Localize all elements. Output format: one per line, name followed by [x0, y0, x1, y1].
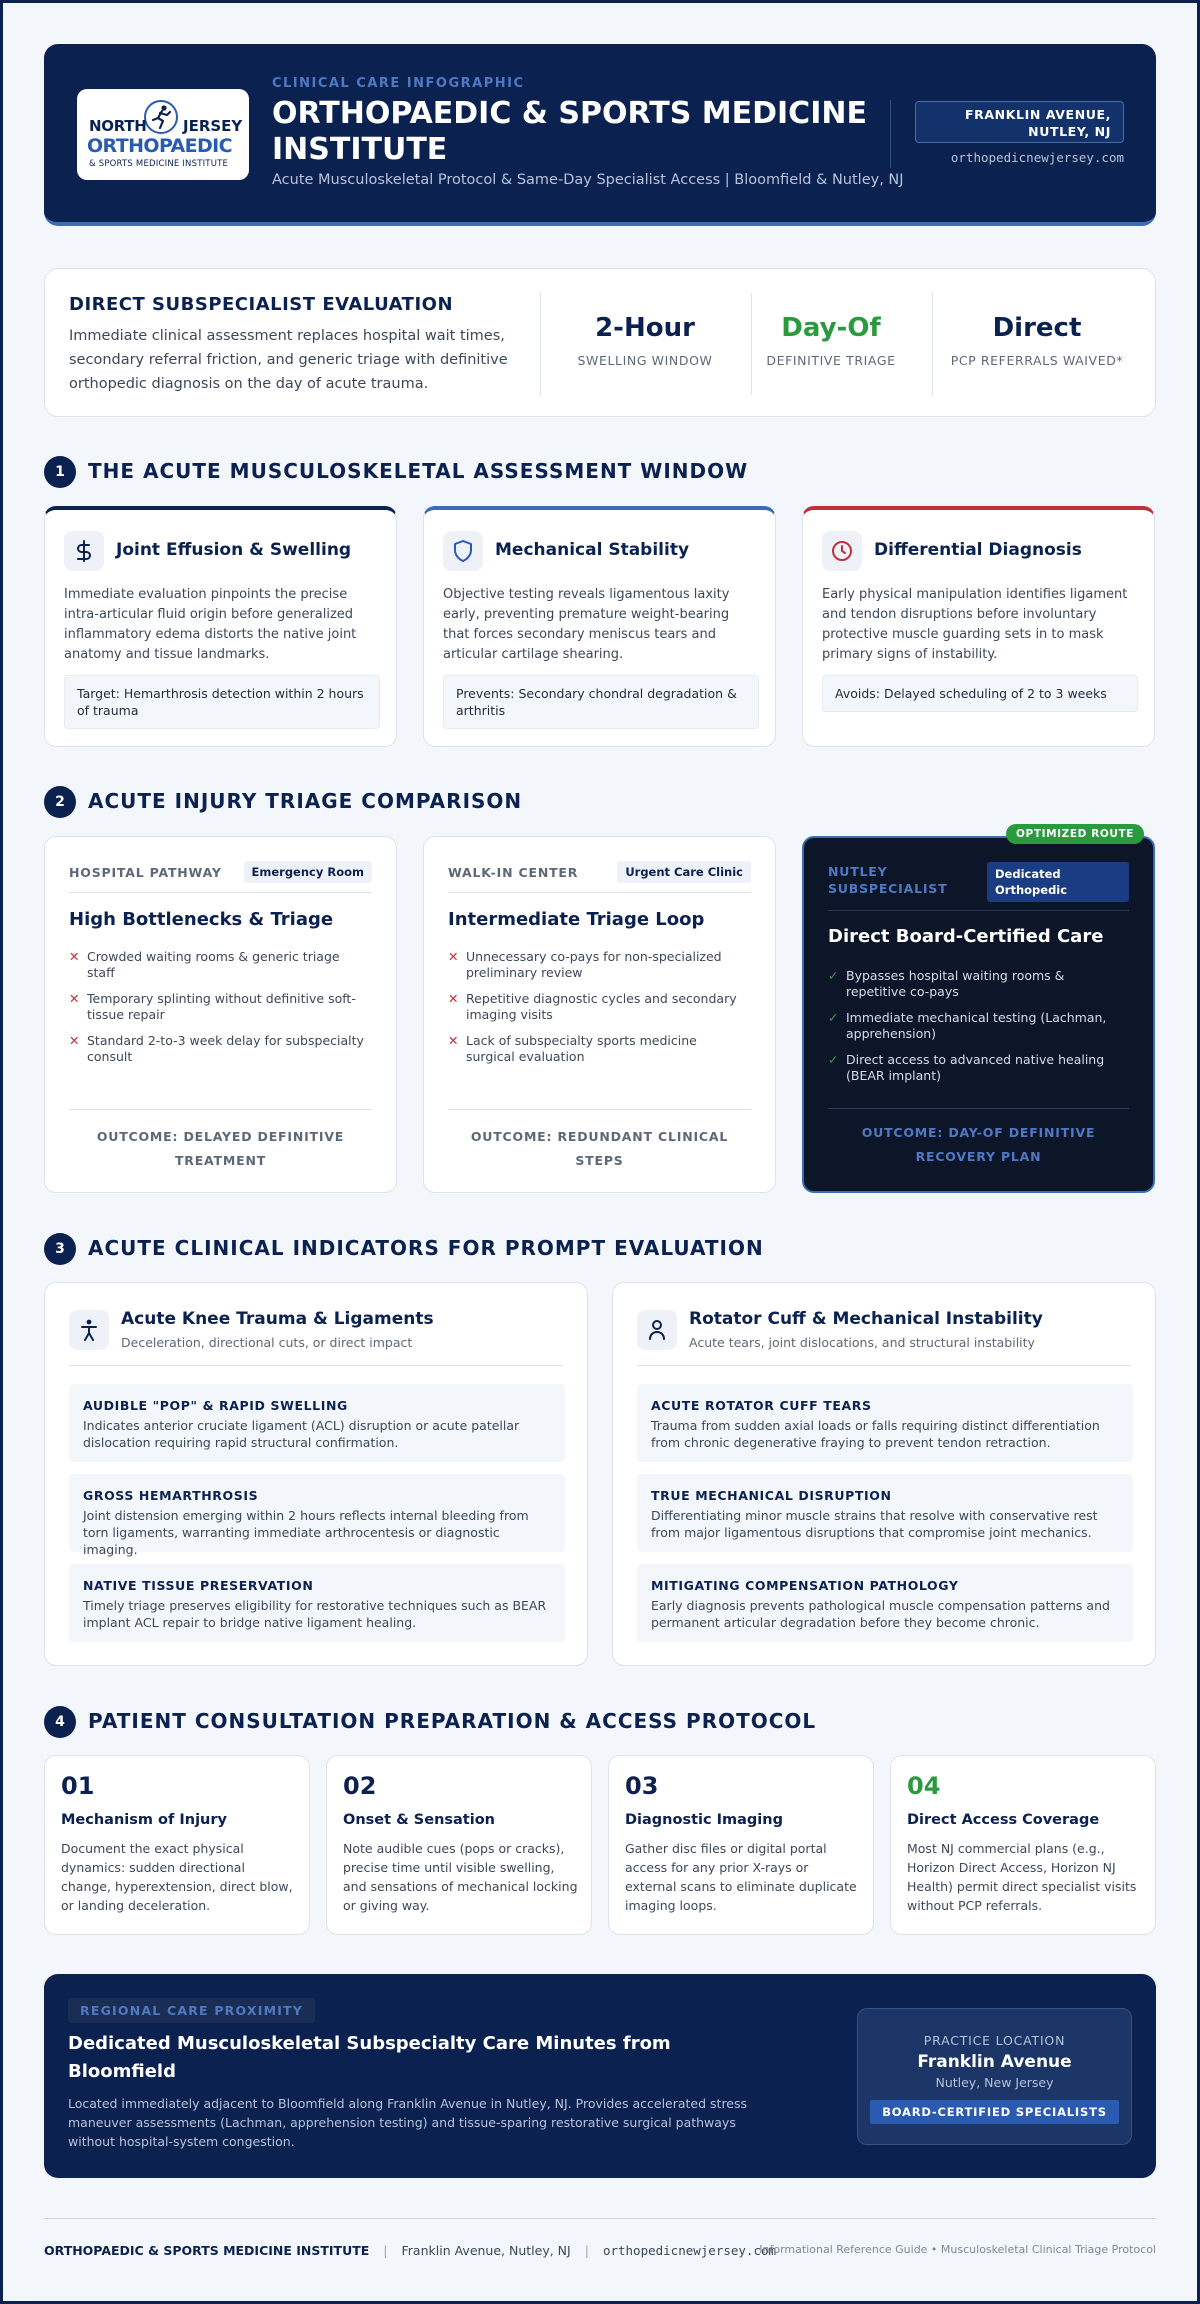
- board-certified-badge: BOARD-CERTIFIED SPECIALISTS: [870, 2100, 1119, 2124]
- step-number: 02: [343, 1772, 377, 1800]
- check-icon: ✓: [828, 1052, 839, 1067]
- metric-value: Direct: [992, 313, 1082, 343]
- pathway-outcome: OUTCOME: DELAYED DEFINITIVE TREATMENT: [96, 1129, 345, 1168]
- section-title: THE ACUTE MUSCULOSKELETAL ASSESSMENT WINDOW: [88, 459, 749, 483]
- icon-tile: [443, 531, 483, 571]
- divider: [828, 1108, 1129, 1109]
- divider: [69, 1109, 372, 1110]
- card-note: Prevents: Secondary chondral degradation & arthritis: [443, 675, 759, 729]
- list-item: [69, 991, 369, 1023]
- section-1-heading: [44, 456, 1156, 490]
- clock-icon: [830, 539, 854, 563]
- card-nutley-subspecialist: [802, 836, 1155, 1193]
- metric-swelling-window: [540, 313, 750, 368]
- footer-address: Franklin Avenue, Nutley, NJ: [401, 2243, 571, 2258]
- section-number: 2: [44, 786, 76, 818]
- indicator-desc: Early diagnosis prevents pathological muscle compensation patterns and permanent articular degradation before they become chronic.: [651, 1598, 1110, 1630]
- pathway-badge: Dedicated Orthopedic: [987, 862, 1129, 902]
- practice-location-box: [857, 2008, 1132, 2145]
- card-note: Avoids: Delayed scheduling of 2 to 3 weeks: [822, 675, 1138, 712]
- shield-icon: [451, 539, 475, 563]
- step-card-onset: [326, 1755, 592, 1935]
- regional-care-banner: [44, 1974, 1156, 2178]
- check-icon: ✓: [828, 968, 839, 983]
- pathway-label: WALK-IN CENTER: [448, 865, 579, 880]
- pathway-title: Direct Board-Certified Care: [828, 926, 1104, 947]
- metric-value: Day-Of: [781, 313, 881, 343]
- indicator-item: [69, 1564, 565, 1642]
- section-3-heading: [44, 1233, 1156, 1267]
- pathway-title: High Bottlenecks & Triage: [69, 909, 334, 930]
- section-number: 3: [44, 1233, 76, 1265]
- list-item-text: Bypasses hospital waiting rooms & repetitive co-pays: [846, 968, 1065, 999]
- card-subtitle: Deceleration, directional cuts, or direct impact: [121, 1335, 413, 1350]
- indicator-title: NATIVE TISSUE PRESERVATION: [83, 1578, 314, 1593]
- metric-label: DEFINITIVE TRIAGE: [766, 353, 896, 368]
- banner-title: Dedicated Musculoskeletal Subspecialty Care Minutes from Bloomfield: [68, 2033, 671, 2082]
- website-link[interactable]: orthopedicnewjersey.com: [950, 150, 1124, 165]
- consultation-steps: [44, 1755, 1156, 1935]
- indicator-desc: Indicates anterior cruciate ligament (ACL) disruption or acute patellar dislocation requiring rapid structural confirmation.: [83, 1418, 520, 1450]
- card-title: Rotator Cuff & Mechanical Instability: [689, 1309, 1043, 1329]
- icon-tile: [64, 531, 104, 571]
- person-icon: [647, 1319, 667, 1341]
- cross-icon: ✕: [448, 1033, 459, 1048]
- optimized-route-badge: OPTIMIZED ROUTE: [1006, 824, 1144, 844]
- page-footer: [44, 2243, 1156, 2258]
- dollar-icon: [72, 539, 96, 563]
- clinical-indicators: [44, 1282, 1156, 1666]
- section-number: 1: [44, 456, 76, 488]
- step-title: Mechanism of Injury: [61, 1812, 227, 1828]
- step-title: Diagnostic Imaging: [625, 1812, 783, 1828]
- location-badge: FRANKLIN AVENUE, NUTLEY, NJ: [915, 101, 1124, 143]
- step-desc: Gather disc files or digital portal access for any prior X-rays or external scans to eliminate duplicate imaging loops.: [625, 1841, 857, 1913]
- pathway-list: [69, 949, 369, 1075]
- banner-text: Located immediately adjacent to Bloomfield along Franklin Avenue in Nutley, NJ. Provides accelerated stress maneuver assessments (Lachman, apprehension testing) and tissue-sparing restorative surgical pathways without hospital-system congestion.: [68, 2096, 748, 2149]
- pathway-badge: Urgent Care Clinic: [617, 861, 751, 883]
- footer-separator: |: [383, 2243, 388, 2258]
- icon-tile: [822, 531, 862, 571]
- indicator-desc: Timely triage preserves eligibility for restorative techniques such as BEAR implant ACL repair to bridge native ligament healing.: [83, 1598, 547, 1630]
- list-item-text: Temporary splinting without definitive soft-tissue repair: [87, 991, 356, 1022]
- card-hospital-pathway: [44, 836, 397, 1193]
- indicator-item: [637, 1564, 1133, 1642]
- step-title: Direct Access Coverage: [907, 1812, 1100, 1828]
- assessment-cards: [44, 506, 1156, 747]
- icon-tile: [69, 1310, 109, 1350]
- metric-label: SWELLING WINDOW: [577, 353, 713, 368]
- card-title: Mechanical Stability: [495, 540, 690, 560]
- card-note: Target: Hemarthrosis detection within 2 hours of trauma: [64, 675, 380, 729]
- section-title: ACUTE CLINICAL INDICATORS FOR PROMPT EVALUATION: [88, 1236, 764, 1260]
- step-title: Onset & Sensation: [343, 1812, 495, 1828]
- step-number: 01: [61, 1772, 95, 1800]
- divider: [69, 892, 372, 893]
- institute-logo[interactable]: [77, 89, 249, 180]
- summary-panel: [44, 268, 1156, 417]
- divider: [637, 1365, 1131, 1366]
- list-item: [828, 1052, 1128, 1084]
- banner-kicker: REGIONAL CARE PROXIMITY: [68, 1998, 315, 2023]
- page-header: [44, 44, 1156, 226]
- card-rotator-cuff: [612, 1282, 1156, 1666]
- list-item-text: Crowded waiting rooms & generic triage staff: [87, 949, 340, 980]
- figure-icon: [79, 1319, 99, 1341]
- metric-label: PCP REFERRALS WAIVED*: [950, 353, 1124, 368]
- cross-icon: ✕: [69, 991, 80, 1006]
- cross-icon: ✕: [448, 991, 459, 1006]
- indicator-title: MITIGATING COMPENSATION PATHOLOGY: [651, 1578, 959, 1593]
- divider: [448, 892, 751, 893]
- page-subtitle: Acute Musculoskeletal Protocol & Same-Day Specialist Access | Bloomfield & Nutley, NJ: [272, 172, 904, 188]
- card-body: Objective testing reveals ligamentous laxity early, preventing premature weight-bearing that forces secondary meniscus tears and articular cartilage shearing.: [443, 587, 730, 662]
- indicator-desc: Joint distension emerging within 2 hours reflects internal bleeding from torn ligaments, warranting immediate arthrocentesis or diagnostic imaging.: [83, 1508, 529, 1557]
- list-item: [448, 991, 748, 1023]
- runner-logo-icon: [143, 99, 179, 135]
- list-item: [828, 968, 1128, 1000]
- step-card-mechanism: [44, 1755, 310, 1935]
- pathway-outcome: OUTCOME: REDUNDANT CLINICAL STEPS: [470, 1129, 729, 1168]
- step-number: 03: [625, 1772, 659, 1800]
- triage-comparison: [44, 828, 1156, 1193]
- card-differential-diagnosis: [802, 506, 1155, 747]
- divider: [828, 910, 1129, 911]
- indicator-item: [637, 1474, 1133, 1552]
- pathway-title: Intermediate Triage Loop: [448, 909, 705, 930]
- list-item-text: Lack of subspecialty sports medicine surgical evaluation: [466, 1033, 697, 1064]
- indicator-item: [637, 1384, 1133, 1462]
- pathway-outcome: OUTCOME: DAY-OF DEFINITIVE RECOVERY PLAN: [861, 1125, 1096, 1164]
- divider: [448, 1109, 751, 1110]
- card-walk-in-center: [423, 836, 776, 1193]
- pathway-list: [448, 949, 748, 1075]
- logo-text-institute: & SPORTS MEDICINE INSTITUTE: [89, 159, 229, 169]
- footer-name: ORTHOPAEDIC & SPORTS MEDICINE INSTITUTE: [44, 2243, 370, 2258]
- list-item-text: Unnecessary co-pays for non-specialized preliminary review: [466, 949, 722, 980]
- check-icon: ✓: [828, 1010, 839, 1025]
- indicator-title: GROSS HEMARTHROSIS: [83, 1488, 259, 1503]
- icon-tile: [637, 1310, 677, 1350]
- cross-icon: ✕: [448, 949, 459, 964]
- card-title: Differential Diagnosis: [874, 540, 1082, 560]
- step-desc: Document the exact physical dynamics: sudden directional change, hyperextension, direct blow, or landing deceleration.: [61, 1841, 293, 1913]
- pathway-label: HOSPITAL PATHWAY: [69, 865, 222, 880]
- metric-pcp-referrals: [932, 313, 1142, 368]
- logo-text-north: NORTH: [89, 117, 147, 135]
- header-kicker: CLINICAL CARE INFOGRAPHIC: [272, 76, 525, 91]
- card-title: Acute Knee Trauma & Ligaments: [121, 1309, 434, 1329]
- logo-text-orthopaedic: ORTHOPAEDIC: [87, 135, 232, 157]
- pathway-label: NUTLEY SUBSPECIALIST: [828, 864, 948, 896]
- list-item-text: Repetitive diagnostic cycles and secondary imaging visits: [466, 991, 737, 1022]
- metric-value: 2-Hour: [595, 313, 695, 343]
- card-subtitle: Acute tears, joint dislocations, and structural instability: [689, 1335, 1035, 1350]
- card-knee-trauma: [44, 1282, 588, 1666]
- step-card-coverage: [890, 1755, 1156, 1935]
- header-divider: [890, 100, 891, 168]
- section-title: ACUTE INJURY TRIAGE COMPARISON: [88, 789, 523, 813]
- list-item-text: Immediate mechanical testing (Lachman, apprehension): [846, 1010, 1107, 1041]
- divider: [69, 1365, 563, 1366]
- footer-separator: |: [584, 2243, 589, 2258]
- summary-text: Immediate clinical assessment replaces hospital wait times, secondary referral friction, and generic triage with definitive orthopedic diagnosis on the day of acute trauma.: [69, 328, 508, 392]
- location-value: Franklin Avenue: [917, 2052, 1072, 2072]
- indicator-item: [69, 1384, 565, 1462]
- section-2-heading: [44, 786, 1156, 820]
- indicator-title: ACUTE ROTATOR CUFF TEARS: [651, 1398, 872, 1413]
- section-4-heading: [44, 1706, 1156, 1740]
- card-mechanical-stability: [423, 506, 776, 747]
- footer-website-link[interactable]: orthopedicnewjersey.com: [602, 2243, 777, 2258]
- cross-icon: ✕: [69, 949, 80, 964]
- pathway-list: [828, 968, 1128, 1094]
- list-item: [69, 949, 369, 981]
- location-label: PRACTICE LOCATION: [923, 2033, 1066, 2048]
- page-title: ORTHOPAEDIC & SPORTS MEDICINE INSTITUTE: [272, 96, 867, 167]
- card-title: Joint Effusion & Swelling: [116, 540, 352, 560]
- step-desc: Most NJ commercial plans (e.g., Horizon Direct Access, Horizon NJ Health) permit direct specialist visits without PCP referrals.: [907, 1841, 1137, 1913]
- indicator-desc: Differentiating minor muscle strains that resolve with conservative rest from major ligamentous disruptions that compromise joint mechanics.: [651, 1508, 1098, 1540]
- metric-definitive-triage: [751, 313, 911, 368]
- list-item: [69, 1033, 369, 1065]
- list-item: [448, 949, 748, 981]
- indicator-item: [69, 1474, 565, 1557]
- card-body: Immediate evaluation pinpoints the precise intra-articular fluid origin before generalized inflammatory edema distorts the native joint anatomy and tissue landmarks.: [64, 587, 357, 662]
- indicator-desc: Trauma from sudden axial loads or falls requiring distinct differentiation from chronic degenerative fraying to prevent tendon retraction.: [651, 1418, 1100, 1450]
- list-item-text: Standard 2-to-3 week delay for subspecialty consult: [87, 1033, 364, 1064]
- step-card-imaging: [608, 1755, 874, 1935]
- footer-divider: [44, 2218, 1156, 2219]
- summary-title: DIRECT SUBSPECIALIST EVALUATION: [69, 294, 454, 315]
- indicator-title: AUDIBLE "POP" & RAPID SWELLING: [83, 1398, 348, 1413]
- indicator-title: TRUE MECHANICAL DISRUPTION: [651, 1488, 892, 1503]
- location-sub: Nutley, New Jersey: [935, 2075, 1054, 2090]
- list-item-text: Direct access to advanced native healing (BEAR implant): [846, 1052, 1105, 1083]
- pathway-badge: Emergency Room: [244, 861, 372, 883]
- footer-note: Informational Reference Guide • Musculoskeletal Clinical Triage Protocol: [759, 2243, 1156, 2256]
- card-joint-effusion: [44, 506, 397, 747]
- step-desc: Note audible cues (pops or cracks), precise time until visible swelling, and sensations of mechanical locking or giving way.: [343, 1841, 578, 1913]
- cross-icon: ✕: [69, 1033, 80, 1048]
- step-number: 04: [907, 1772, 941, 1800]
- list-item: [828, 1010, 1128, 1042]
- card-body: Early physical manipulation identifies ligament and tendon disruptions before involuntary protective muscle guarding sets in to mask primary signs of instability.: [822, 587, 1128, 662]
- section-title: PATIENT CONSULTATION PREPARATION & ACCESS PROTOCOL: [88, 1709, 817, 1733]
- section-number: 4: [44, 1706, 76, 1738]
- logo-text-jersey: JERSEY: [183, 117, 243, 135]
- list-item: [448, 1033, 748, 1065]
